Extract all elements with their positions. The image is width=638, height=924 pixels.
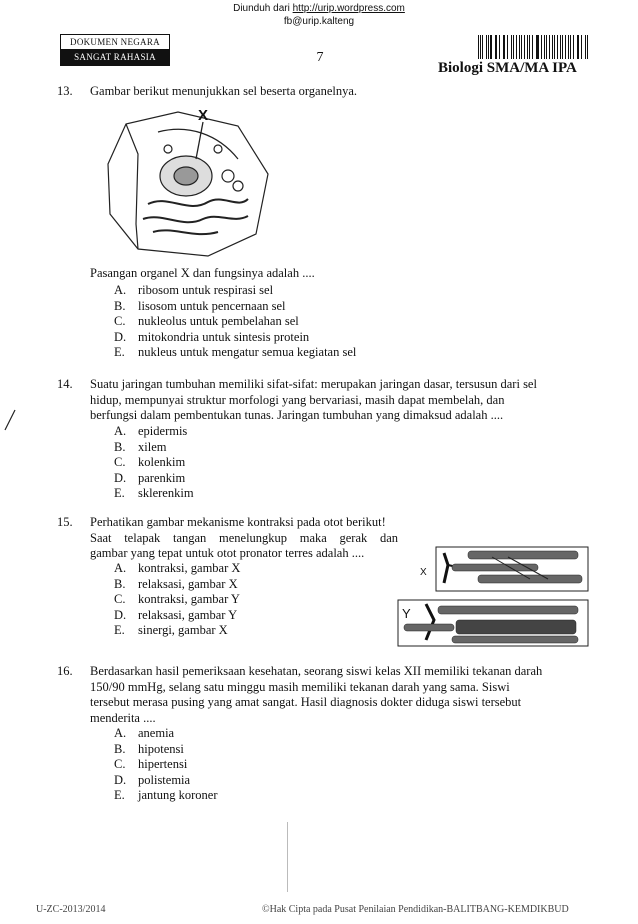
option-text: parenkim	[138, 470, 186, 485]
answer-option[interactable]	[114, 742, 184, 757]
answer-option[interactable]	[114, 440, 166, 455]
footer-copyright: ©Hak Cipta pada Pusat Penilaian Pendidikan-BALITBANG-KEMDIKBUD	[262, 904, 569, 915]
doc-label-top: DOKUMEN NEGARA	[70, 37, 160, 47]
answer-option[interactable]	[114, 757, 187, 772]
document-classification-box	[60, 34, 170, 66]
figure-label-x: X	[198, 107, 209, 124]
option-text: ribosom untuk respirasi sel	[138, 283, 274, 297]
answer-option[interactable]	[114, 726, 174, 741]
option-text: hipotensi	[138, 741, 184, 756]
option-text: anemia	[138, 726, 175, 740]
cell-organelle-figure	[98, 104, 276, 264]
question-line: Berdasarkan hasil pemeriksaan kesehatan, seorang siswi kelas XII memiliki tekanan darah	[90, 664, 543, 678]
option-text: hipertensi	[138, 757, 188, 771]
answer-option[interactable]	[114, 608, 237, 623]
option-text: sklerenkim	[138, 486, 194, 500]
option-text: xilem	[138, 439, 167, 454]
question-line: menderita ....	[90, 710, 156, 725]
answer-option[interactable]	[114, 592, 240, 607]
figure-label-y: Y	[402, 606, 411, 621]
figure-label-x: X	[420, 567, 427, 578]
source-label: Diunduh dari	[233, 3, 290, 14]
scan-line	[287, 822, 288, 892]
question-line: hidup, mempunyai struktur morfologi yang bervariasi, masih dapat membelah, dan	[90, 392, 505, 407]
option-letter: C.	[114, 757, 126, 771]
barcode-bar	[507, 35, 508, 59]
doc-label-bottom: SANGAT RAHASIA	[61, 49, 169, 65]
muscle-contraction-figure-x	[418, 545, 590, 593]
question-line: 150/90 mmHg, selang satu minggu masih memiliki tekanan darah yang sama. Siswi	[90, 679, 510, 694]
option-letter: E.	[114, 788, 125, 802]
option-letter: A.	[114, 561, 127, 575]
answer-option[interactable]	[114, 299, 286, 314]
answer-option[interactable]	[114, 283, 273, 298]
page-number: 7	[316, 50, 324, 65]
answer-option[interactable]	[114, 788, 218, 803]
option-letter: B.	[114, 576, 126, 591]
option-letter: D.	[114, 329, 127, 344]
question-line: Suatu jaringan tumbuhan memiliki sifat-sifat: merupakan jaringan dasar, tersusun dari sel	[90, 377, 537, 391]
option-letter: D.	[114, 772, 127, 787]
question-line: Perhatikan gambar mekanisme kontraksi pada otot berikut!	[90, 515, 386, 529]
answer-option[interactable]	[114, 345, 356, 360]
option-text: polistemia	[138, 772, 191, 787]
barcode-bar	[537, 35, 538, 59]
question-text	[90, 664, 582, 726]
option-letter: E.	[114, 345, 125, 359]
option-letter: A.	[114, 283, 127, 297]
pen-mark-icon	[3, 408, 17, 432]
barcode-bar	[486, 35, 487, 59]
barcode-bar	[532, 35, 533, 59]
answer-option[interactable]	[114, 561, 240, 576]
answer-option[interactable]	[114, 773, 190, 788]
fb-line: fb@urip.kalteng	[283, 16, 355, 27]
option-text: epidermis	[138, 424, 188, 438]
barcode-bar	[546, 35, 547, 59]
barcode-icon	[478, 35, 590, 59]
answer-option[interactable]	[114, 455, 185, 470]
option-text: relaksasi, gambar X	[138, 576, 238, 591]
question-prompt: Pasangan organel X dan fungsinya adalah ....	[90, 266, 315, 280]
option-text: lisosom untuk pencernaan sel	[138, 298, 286, 313]
option-letter: D.	[114, 470, 127, 485]
option-letter: A.	[114, 424, 127, 438]
source-link[interactable]: http://urip.wordpress.com	[292, 3, 405, 14]
option-text: nukleus untuk mengatur semua kegiatan sel	[138, 345, 357, 359]
footer-code: U-ZC-2013/2014	[36, 904, 106, 915]
question-line: berfungsi dalam pembentukan tunas. Jaringan tumbuhan yang dimaksud adalah ....	[90, 408, 504, 422]
question-number: 15.	[57, 515, 73, 529]
muscle-contraction-figure-y	[396, 598, 590, 648]
barcode-bar	[568, 35, 569, 59]
answer-option[interactable]	[114, 314, 299, 329]
question-text: Gambar berikut menunjukkan sel beserta organelnya.	[90, 84, 358, 98]
question-text	[90, 377, 582, 424]
barcode-bar	[499, 35, 500, 59]
option-letter: D.	[114, 607, 127, 622]
option-text: nukleolus untuk pembelahan sel	[138, 314, 299, 328]
question-text	[90, 515, 398, 562]
barcode-bar	[554, 35, 555, 59]
option-letter: A.	[114, 726, 127, 740]
option-letter: B.	[114, 298, 126, 313]
option-text: kolenkim	[138, 455, 186, 469]
question-number: 14.	[57, 377, 73, 391]
option-text: kontraksi, gambar X	[138, 561, 241, 575]
answer-option[interactable]	[114, 330, 309, 345]
question-line: gambar yang tepat untuk otot pronator terres adalah ....	[90, 546, 365, 560]
question-number: 16.	[57, 664, 73, 678]
option-letter: C.	[114, 455, 126, 469]
subject-title: Biologi SMA/MA IPA	[438, 60, 577, 76]
question-number: 13.	[57, 84, 73, 98]
option-text: mitokondria untuk sintesis protein	[138, 329, 310, 344]
option-text: kontraksi, gambar Y	[138, 592, 240, 606]
answer-option[interactable]	[114, 623, 228, 638]
barcode-bar	[529, 35, 530, 59]
barcode-bar	[511, 35, 512, 59]
barcode-bar	[478, 35, 479, 59]
question-line: Saat telapak tangan menelungkup maka gerak dan	[90, 530, 398, 545]
option-letter: C.	[114, 314, 126, 328]
option-text: jantung koroner	[138, 788, 218, 802]
barcode-bar	[573, 35, 574, 59]
answer-option[interactable]	[114, 486, 194, 501]
answer-option[interactable]	[114, 424, 187, 439]
download-source	[0, 2, 638, 28]
barcode-bar	[581, 35, 582, 59]
answer-option[interactable]	[114, 577, 238, 592]
option-letter: B.	[114, 439, 126, 454]
option-letter: C.	[114, 592, 126, 606]
question-line: tersebut merasa pusing yang amat sangat. Hasil diagnosis dokter diduga siswi tersebut	[90, 695, 522, 709]
option-text: sinergi, gambar X	[138, 623, 228, 637]
option-letter: E.	[114, 623, 125, 637]
answer-option[interactable]	[114, 471, 185, 486]
barcode-bar	[490, 35, 491, 59]
option-text: relaksasi, gambar Y	[138, 607, 238, 622]
barcode-bar	[587, 35, 588, 59]
option-letter: B.	[114, 741, 126, 756]
barcode-bar	[560, 35, 561, 59]
option-letter: E.	[114, 486, 125, 500]
barcode-bar	[519, 35, 520, 59]
